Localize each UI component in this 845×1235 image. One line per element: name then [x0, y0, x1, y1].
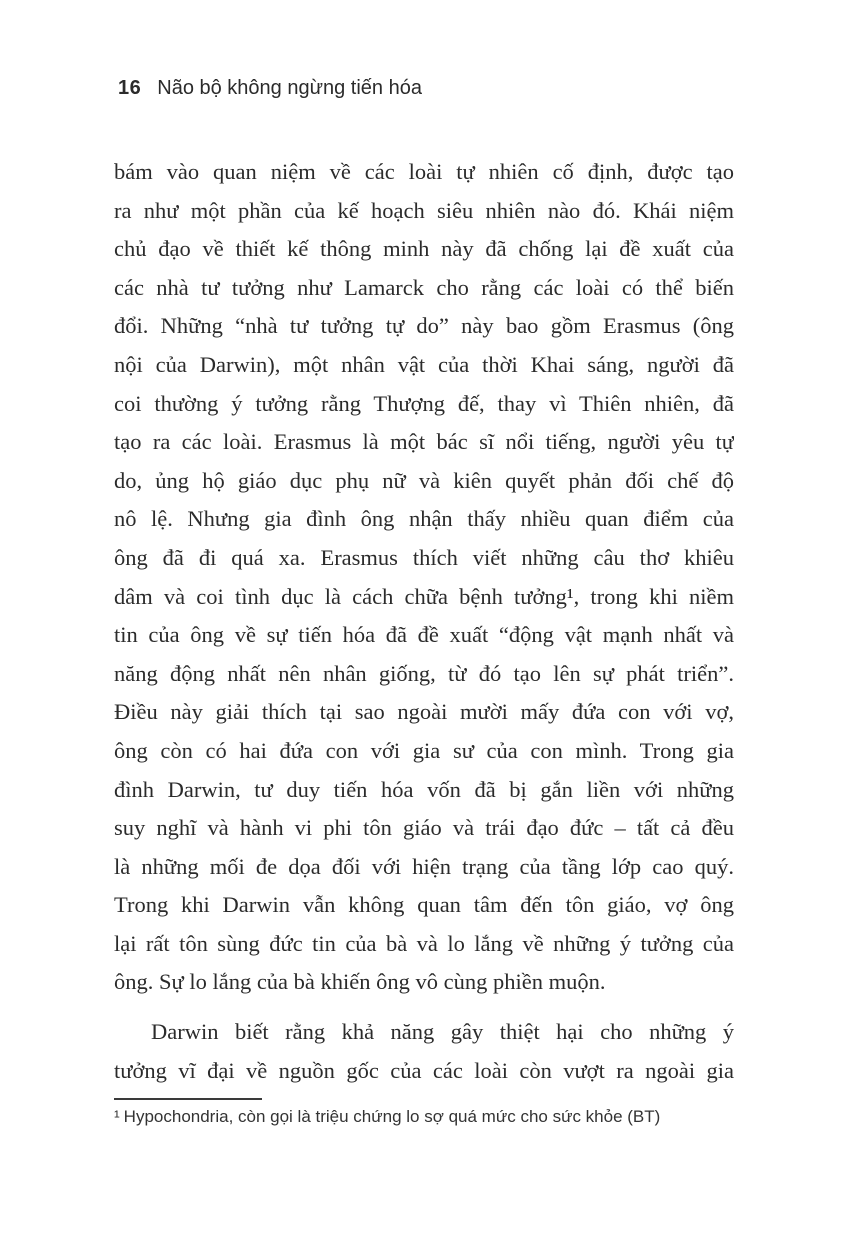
- paragraph: [114, 153, 734, 1002]
- text-line: ông. Sự lo lắng của bà khiến ông vô cùng phiền muộn.: [114, 969, 606, 995]
- text-line: các nhà tư tưởng như Lamarck cho rằng các loài có thể biến: [114, 274, 734, 300]
- text-line: năng động nhất nên nhân giống, từ đó tạo lên sự phát triển”.: [114, 660, 734, 686]
- footnote-text: Hypochondria, còn gọi là triệu chứng lo sợ quá mức cho sức khỏe (BT): [123, 1107, 661, 1126]
- text-line: Trong khi Darwin vẫn không quan tâm đến tôn giáo, vợ ông: [114, 892, 734, 918]
- text-line: lại rất tôn sùng đức tin của bà và lo lắng về những ý tưởng của: [114, 930, 734, 956]
- text-line: ông đã đi quá xa. Erasmus thích viết những câu thơ khiêu: [114, 544, 734, 570]
- footnote-marker: ¹: [114, 1107, 120, 1126]
- text-line: là những mối đe dọa đối với hiện trạng của tầng lớp cao quý.: [114, 853, 734, 879]
- text-line: tưởng vĩ đại về nguồn gốc của các loài còn vượt ra ngoài gia: [114, 1057, 734, 1083]
- footnote-rule: [114, 1098, 262, 1100]
- text-line: tin của ông về sự tiến hóa đã đề xuất “động vật mạnh nhất và: [114, 622, 734, 648]
- text-line: dâm và coi tình dục là cách chữa bệnh tưởng¹, trong khi niềm: [114, 583, 734, 609]
- text-line: ra như một phần của kế hoạch siêu nhiên nào đó. Khái niệm: [114, 197, 734, 223]
- body-text: [114, 153, 734, 1090]
- page-header: [118, 76, 422, 100]
- text-line: bám vào quan niệm về các loài tự nhiên cố định, được tạo: [114, 159, 734, 184]
- text-line: đổi. Những “nhà tư tưởng tự do” này bao gồm Erasmus (ông: [114, 313, 734, 339]
- paragraph: [114, 1013, 734, 1090]
- book-title: Não bộ không ngừng tiến hóa: [157, 77, 422, 99]
- text-line: ông còn có hai đứa con với gia sư của con mình. Trong gia: [114, 737, 734, 763]
- page-number: 16: [118, 77, 142, 99]
- text-line: nô lệ. Nhưng gia đình ông nhận thấy nhiều quan điểm của: [114, 506, 734, 532]
- text-line: đình Darwin, tư duy tiến hóa vốn đã bị gắn liền với những: [114, 776, 734, 802]
- text-line: tạo ra các loài. Erasmus là một bác sĩ nổi tiếng, người yêu tự: [114, 429, 734, 455]
- text-line: chủ đạo về thiết kế thông minh này đã chống lại đề xuất của: [114, 236, 734, 262]
- text-line: nội của Darwin), một nhân vật của thời Khai sáng, người đã: [114, 351, 734, 377]
- text-line: coi thường ý tưởng rằng Thượng đế, thay vì Thiên nhiên, đã: [114, 390, 734, 416]
- footnote: [114, 1098, 762, 1128]
- footnote-body: [114, 1106, 762, 1128]
- text-line: Darwin biết rằng khả năng gây thiệt hại cho những ý: [151, 1019, 734, 1045]
- text-line: Điều này giải thích tại sao ngoài mười mấy đứa con với vợ,: [114, 699, 734, 725]
- text-line: suy nghĩ và hành vi phi tôn giáo và trái đạo đức – tất cả đều: [114, 815, 734, 841]
- text-line: do, ủng hộ giáo dục phụ nữ và kiên quyết phản đối chế độ: [114, 467, 734, 493]
